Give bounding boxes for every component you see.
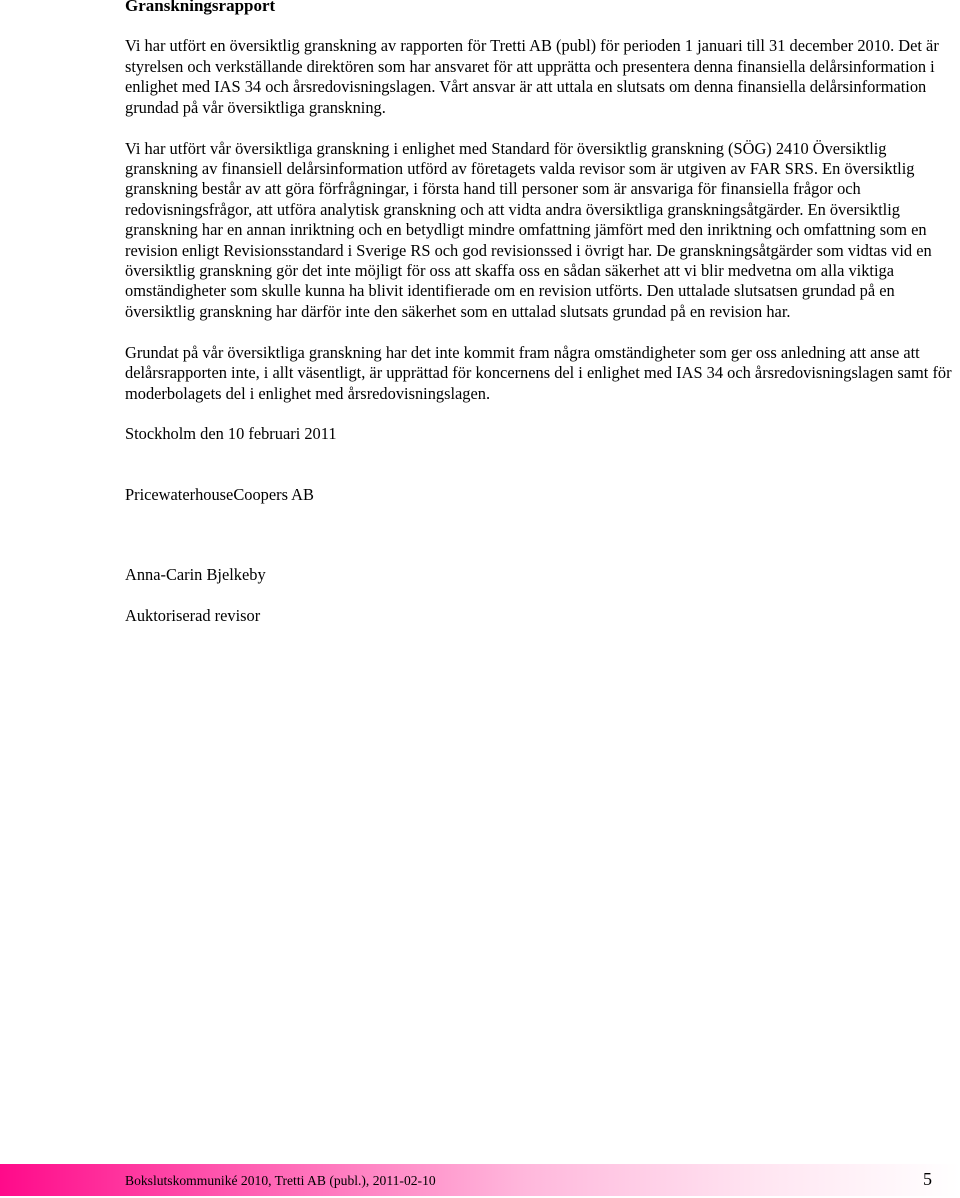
signer-name: Anna-Carin Bjelkeby [125, 565, 266, 585]
paragraph-conclusion: Grundat på vår översiktliga granskning har det inte kommit fram några omständigheter som ger oss anledning att anse att delårsrapporten inte, i allt väsentligt, är upprättad för koncernens del i enlighet med IAS 34 och årsredovisningslagen samt för moderbolagets del i enlighet med årsredovisningslagen. [125, 342, 952, 403]
paragraph-method: Vi har utfört vår översiktliga granskning i enlighet med Standard för översiktlig granskning (SÖG) 2410 Översiktlig granskning av finansiell delårsinformation utförd av företagets valda revisor som är utgiven av FAR SRS. En översiktlig granskning består av att göra förfrågningar, i första hand till personer som är ansvariga för finansiella frågor och redovisningsfrågor, att utföra analytisk granskning och att vidta andra översiktliga granskningsåtgärder. En översiktlig granskning har en annan inriktning och en betydligt mindre omfattning jämfört med den inriktning och omfattning som en revision enligt Revisionsstandard i Sverige RS och god revisionssed i övrigt har. De granskningsåtgärder som vidtas vid en översiktlig granskning gör det inte möjligt för oss att skaffa oss en sådan säkerhet att vi blir medvetna om alla viktiga omständigheter som skulle kunna ha blivit identifierade om en revision utförts. Den uttalade slutsatsen grundad på en översiktlig granskning har därför inte den säkerhet som en uttalad slutsats grundad på en revision har. [125, 138, 932, 321]
paragraph-scope: Vi har utfört en översiktlig granskning av rapporten för Tretti AB (publ) för perioden 1 januari till 31 december 2010. Det är styrelsen och verkställande direktören som har ansvaret för att upprätta och presentera denna finansiella delårsinformation i enlighet med IAS 34 och årsredovisningslagen. Vårt ansvar är att uttala en slutsats om denna finansiella delårsinformation grundad på vår översiktliga granskning. [125, 36, 939, 117]
place-date: Stockholm den 10 februari 2011 [125, 424, 337, 444]
footer-text: Bokslutskommuniké 2010, Tretti AB (publ.), 2011-02-10 [125, 1173, 436, 1188]
report-heading: Granskningsrapport [125, 0, 276, 15]
document-body [125, 0, 957, 626]
page-footer [0, 1164, 960, 1196]
page-number: 5 [923, 1169, 932, 1189]
signer-title: Auktoriserad revisor [125, 605, 261, 625]
audit-firm: PricewaterhouseCoopers AB [125, 484, 314, 504]
